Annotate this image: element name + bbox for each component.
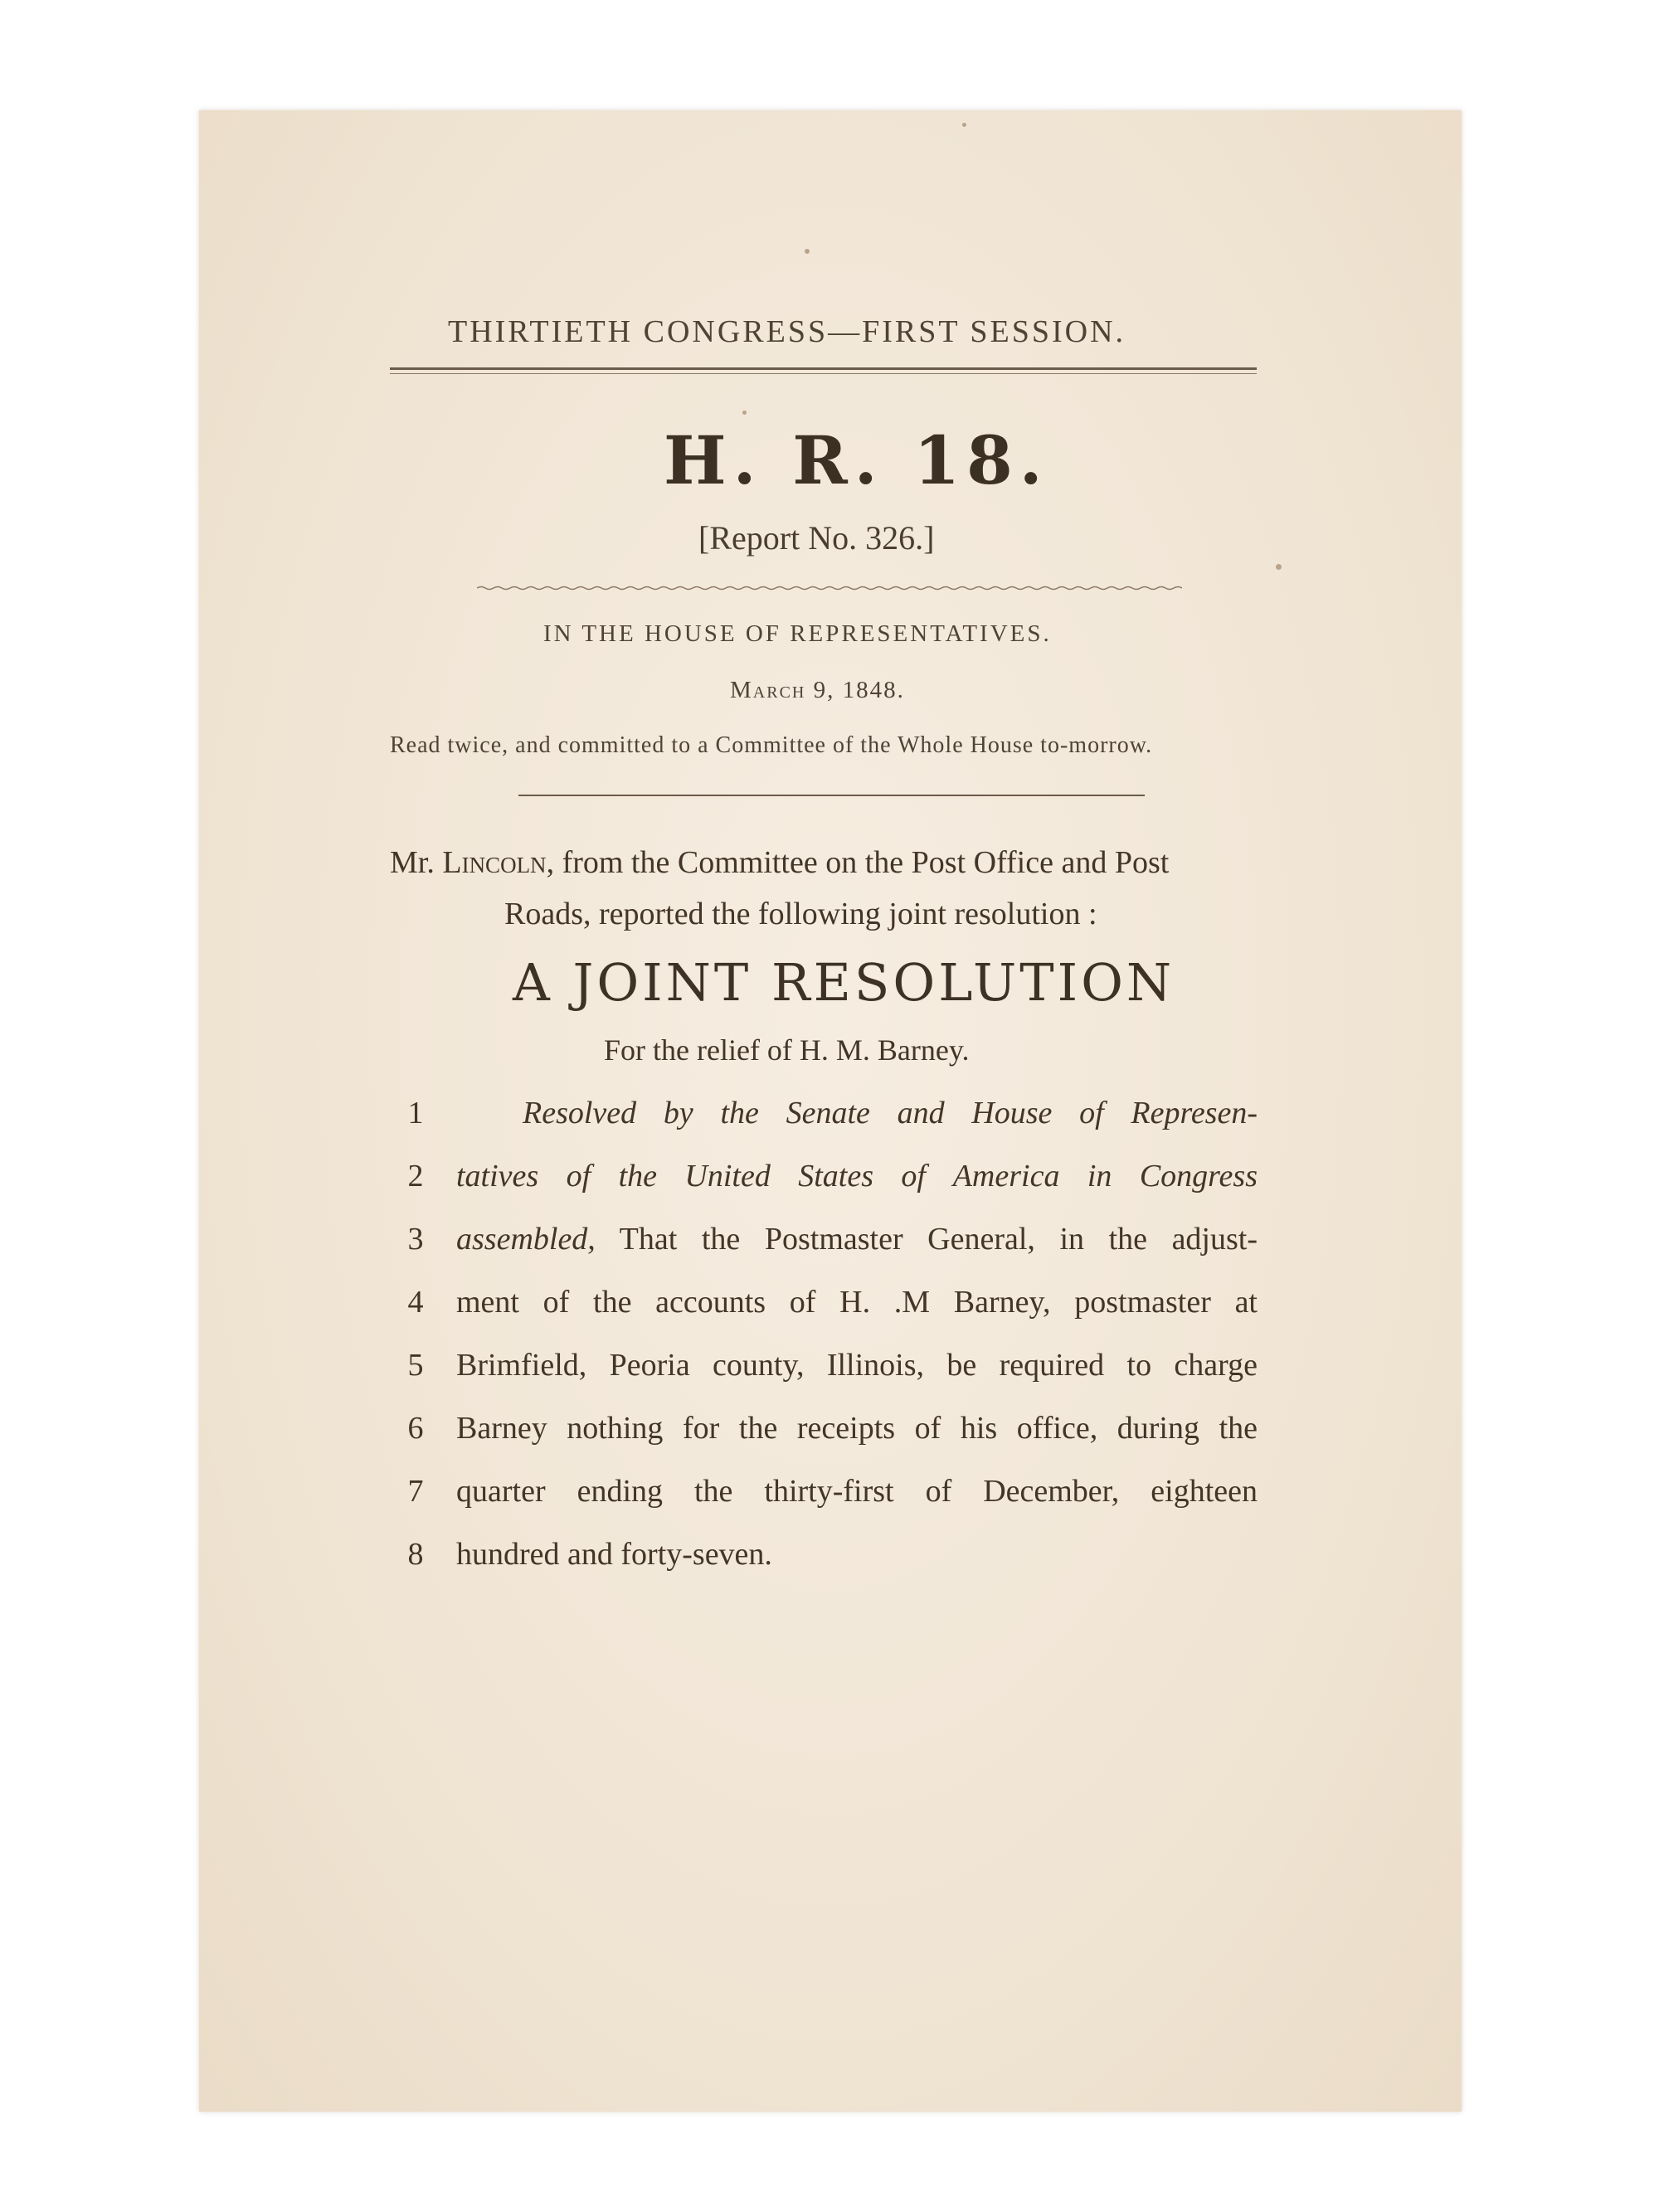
line-text [456,1536,1258,1573]
resolution-line [390,1095,1261,1145]
intro-line-1 [390,844,1169,881]
line-roman-text: quarter ending the thirty-first of December, eighteen [456,1474,1258,1509]
relief-line: For the relief of H. M. Barney. [604,1033,970,1067]
line-number: 7 [407,1474,424,1509]
intro-mr: Mr. [390,845,443,880]
heading-rule-thin [390,373,1257,374]
resolution-title: A JOINT RESOLUTION [513,952,1175,1013]
resolution-line [390,1158,1261,1208]
read-note: Read twice, and committed to a Committee of the Whole House to-morrow. [390,732,1153,758]
line-italic-text: Resolved by the Senate and House of Represen- [523,1096,1258,1130]
line-text [456,1284,1258,1320]
resolution-line [390,1284,1261,1334]
line-text [456,1410,1258,1446]
resolution-line [390,1473,1261,1523]
line-number: 8 [407,1537,424,1572]
resolution-line [390,1347,1261,1397]
line-roman-text: That the Postmaster General, in the adjust- [595,1222,1258,1257]
line-text [456,1158,1258,1194]
line-roman-text: hundred and forty-seven. [456,1537,772,1572]
paper-speck [962,123,966,127]
section-rule [518,795,1145,796]
paper-speck [805,249,810,254]
line-italic-text: assembled, [456,1222,596,1257]
wavy-divider [477,585,1182,591]
intro-line-2: Roads, reported the following joint resolution : [504,897,1097,931]
line-number: 6 [407,1411,424,1446]
line-roman-text: Barney nothing for the receipts of his office, during the [456,1411,1258,1446]
line-roman-text: ment of the accounts of H. .M Barney, postmaster at [456,1285,1258,1320]
line-number: 1 [407,1096,424,1130]
line-number: 5 [407,1348,424,1383]
resolution-line [390,1410,1261,1460]
line-italic-text: tatives of the United States of America in Congress [456,1159,1258,1194]
resolution-line [390,1221,1261,1271]
heading-rule [390,367,1257,370]
intro-rest: , from the Committee on the Post Office and Post [546,845,1170,880]
line-roman-text: Brimfield, Peoria county, Illinois, be required to charge [456,1348,1258,1383]
line-text [456,1347,1258,1383]
paper-speck [742,411,747,415]
congress-heading: THIRTIETH CONGRESS—FIRST SESSION. [448,314,1126,349]
line-text [456,1473,1258,1510]
sponsor-name: Lincoln [442,845,547,880]
resolution-line [390,1536,1261,1586]
line-text [456,1221,1258,1257]
report-number: [Report No. 326.] [698,519,935,557]
line-number: 3 [407,1222,424,1257]
bill-number: H. R. 18. [664,421,1049,499]
line-number: 4 [407,1285,424,1320]
line-text [523,1095,1258,1131]
paper-speck [1276,564,1282,570]
line-number: 2 [407,1159,424,1194]
house-heading: IN THE HOUSE OF REPRESENTATIVES. [543,620,1052,647]
bill-date: March 9, 1848. [730,677,905,703]
